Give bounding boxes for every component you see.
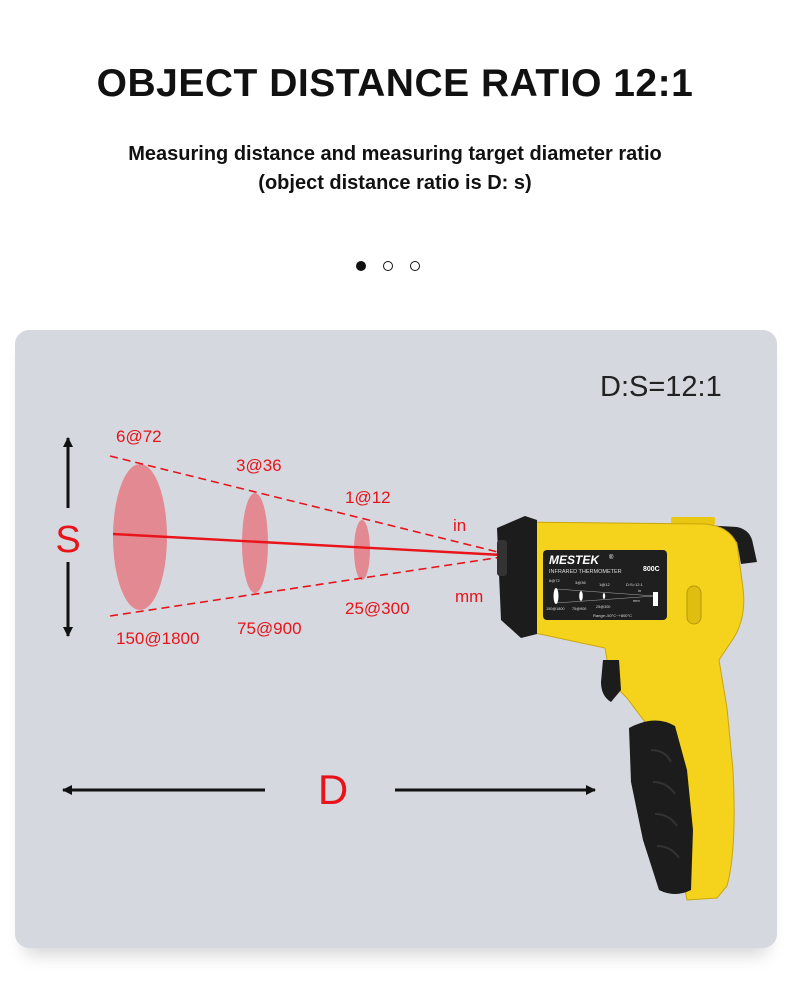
model-label: 800C bbox=[643, 566, 660, 573]
device-nose bbox=[497, 516, 537, 638]
mini-spot-in-1: 6@72 bbox=[549, 578, 560, 583]
spot-label-mm-3: 25@300 bbox=[345, 599, 410, 618]
range-label: Range:-50°C~+800°C bbox=[593, 613, 633, 618]
unit-mm-label: mm bbox=[455, 587, 484, 606]
diagram-panel bbox=[15, 330, 777, 948]
mini-spot-3 bbox=[603, 593, 605, 599]
spot-label-in-1: 6@72 bbox=[116, 427, 162, 446]
thermometer-device bbox=[497, 516, 757, 900]
mini-spot-mm-2: 75@900 bbox=[572, 607, 587, 611]
cone-upper-line bbox=[110, 456, 502, 553]
page-title: OBJECT DISTANCE RATIO 12:1 bbox=[96, 62, 694, 105]
side-button[interactable] bbox=[687, 586, 701, 624]
carousel-dot[interactable] bbox=[410, 261, 420, 271]
unit-in-label: in bbox=[453, 516, 467, 535]
ratio-label: D:S=12:1 bbox=[600, 371, 722, 403]
mini-spot-in-2: 3@36 bbox=[575, 580, 586, 585]
mini-unit-mm: mm bbox=[633, 598, 640, 603]
mini-spot-2 bbox=[579, 591, 583, 601]
mini-spot-mm-3: 25@300 bbox=[596, 605, 611, 609]
mini-unit-in: in bbox=[638, 588, 642, 593]
trigger bbox=[601, 660, 621, 702]
spot-label-mm-2: 75@900 bbox=[237, 619, 302, 638]
brand-logo: MESTEK bbox=[549, 553, 600, 567]
s-label: S bbox=[55, 519, 81, 561]
laser-beam bbox=[113, 534, 502, 555]
mini-spot-in-3: 1@12 bbox=[599, 582, 610, 587]
spot-label-in-2: 3@36 bbox=[236, 456, 282, 475]
spot-small bbox=[354, 520, 370, 580]
mini-device-icon bbox=[653, 592, 658, 606]
sensor-lens bbox=[497, 540, 507, 576]
mini-ratio: D:S=12:1 bbox=[626, 582, 643, 587]
d-label: D bbox=[317, 766, 349, 813]
mini-spot-mm-1: 150@1800 bbox=[546, 607, 565, 611]
carousel-dots bbox=[356, 259, 436, 273]
carousel-dot[interactable] bbox=[356, 261, 366, 271]
distance-ratio-diagram bbox=[15, 330, 777, 948]
device-subtitle: INFRARED THERMOMETER bbox=[549, 569, 622, 575]
cone-lower-line bbox=[110, 557, 502, 616]
subtitle-line-2: (object distance ratio is D: s) bbox=[258, 172, 532, 194]
carousel-dot[interactable] bbox=[383, 261, 393, 271]
spot-label-in-3: 1@12 bbox=[345, 488, 391, 507]
registered-mark: ® bbox=[609, 555, 614, 561]
spot-label-mm-1: 150@1800 bbox=[116, 629, 200, 648]
subtitle-line-1: Measuring distance and measuring target diameter ratio bbox=[128, 143, 662, 165]
mini-spot-1 bbox=[554, 588, 559, 604]
